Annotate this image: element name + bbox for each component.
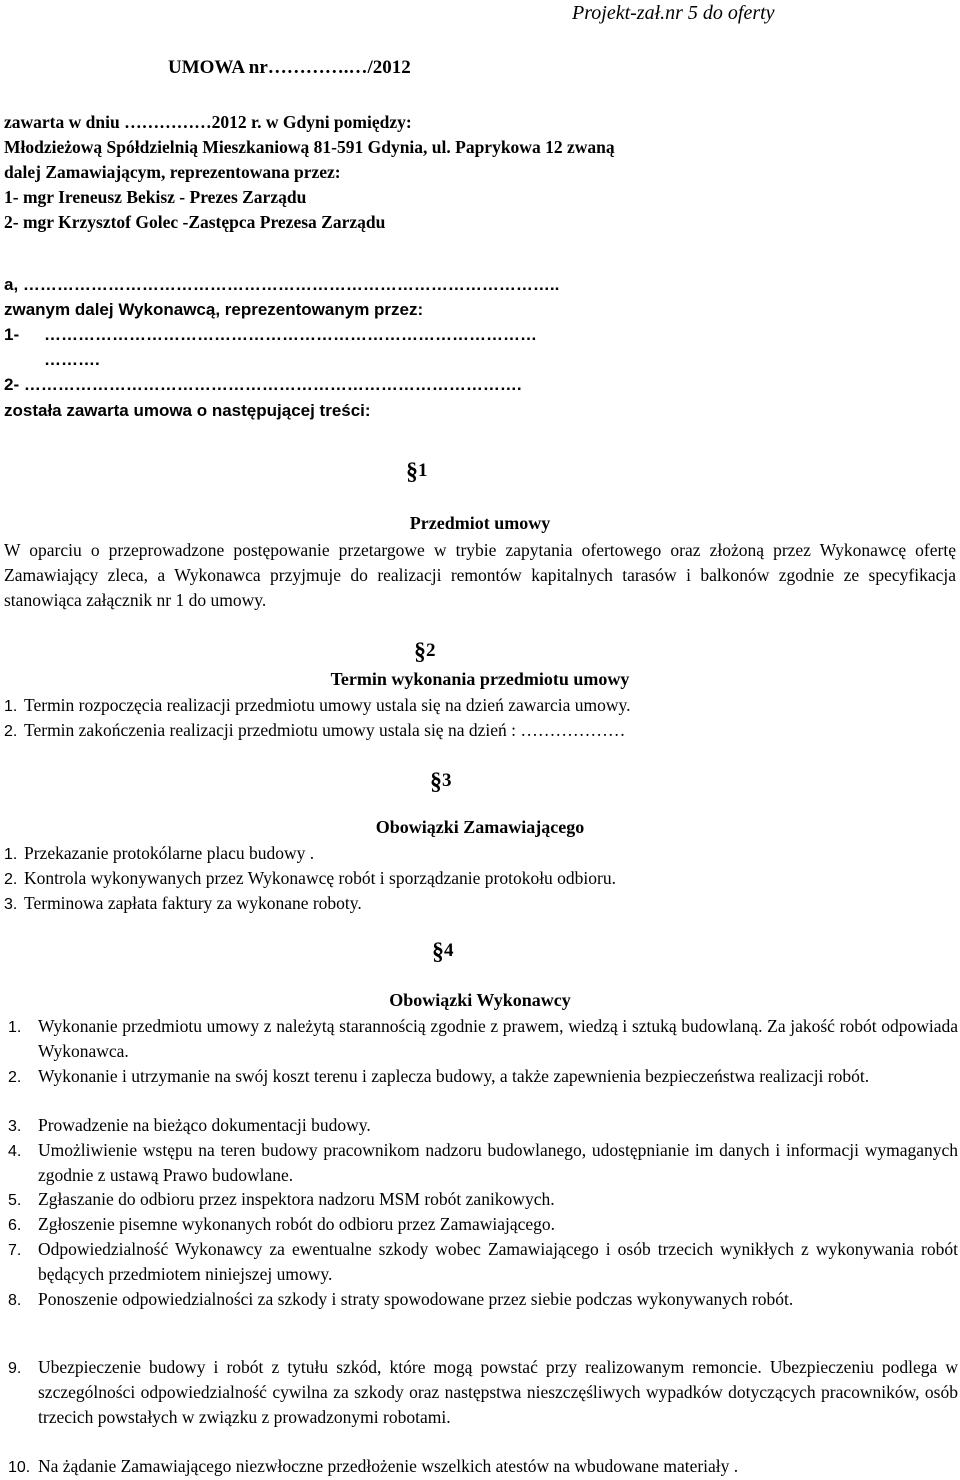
section-1-heading [406, 458, 428, 485]
intro-line-date: zawarta w dniu ……………2012 r. w Gdyni pomiędzy: [4, 112, 412, 132]
list-item [4, 693, 630, 719]
item-text: Wykonanie i utrzymanie na swój koszt terenu i zaplecza budowy, a także zapewnienia bezpieczeństwa realizacji robót. [38, 1066, 870, 1086]
section-3-heading [430, 768, 452, 795]
section-1-paragraph: W oparciu o przeprowadzone postępowanie przetargowe w trybie zapytania ofertowego oraz złożoną przez Wykonawcę ofertę Zamawiający zleca, a Wykonawca przyjmuje do realizacji remontów kapitalnych tarasów i balkonów zgodnie ze specyfikacja stanowiąca załącznik nr 1 do umowy. [4, 540, 956, 610]
item-text: Ubezpieczenie budowy i robót z tytułu szkód, które mogą powstać przy realizowanym remoncie. Ubezpieczeniu podlega w szczególności odpowiedzialność cywilna za szkody oraz następstwa nieszczęśliwych wypadków dotyczących pracowników, osób trzecich powstałych w związku z prowadzonymi robotami. [38, 1357, 958, 1427]
list-item [8, 1454, 958, 1479]
section-sign: § [430, 769, 442, 795]
item-text: Termin rozpoczęcia realizacji przedmiotu umowy ustala się na dzień zawarcia umowy. [24, 695, 631, 715]
section-3-title: Obowiązki Zamawiającego [375, 817, 585, 837]
list-item [8, 1138, 958, 1188]
item-text: Wykonanie przedmiotu umowy z należytą starannością zgodnie z prawem, wiedzą i sztuką budowlaną. Za jakość robót odpowiada Wykonawca. [38, 1016, 958, 1061]
list-item [8, 1237, 958, 1287]
contractor-rep-1-dots: …………………………………………………………………………… [44, 325, 537, 344]
list-item [4, 891, 362, 917]
concluded-line: została zawarta umowa o następującej treści: [4, 401, 371, 420]
item-number: 1. [8, 1019, 22, 1036]
section-number: 3 [442, 770, 452, 791]
contractor-rep-1-cont: ………. [44, 350, 100, 369]
section-sign: § [406, 459, 418, 485]
contractor-name-line: a, ………………………………………………………………………………….. [4, 275, 560, 294]
list-item [8, 1064, 958, 1114]
item-text: Termin zakończenia realizacji przedmiotu umowy ustala się na dzień : ……………… [24, 720, 626, 740]
item-text: Ponoszenie odpowiedzialności za szkody i straty spowodowane przez siebie podczas wykonywanych robót. [38, 1289, 794, 1309]
representative-1: 1- mgr Ireneusz Bekisz - Prezes Zarządu [4, 187, 307, 207]
item-text: Kontrola wykonywanych przez Wykonawcę robót i sporządzanie protokołu odbioru. [24, 868, 616, 888]
item-number: 2. [8, 1069, 22, 1086]
item-text: Na żądanie Zamawiającego niezwłoczne przedłożenie wszelkich atestów na wbudowane materiały . [38, 1456, 739, 1476]
item-number: 4. [8, 1143, 22, 1160]
item-number: 8. [8, 1292, 22, 1309]
section-2-title: Termin wykonania przedmiotu umowy [330, 669, 630, 689]
list-item [8, 1287, 958, 1337]
item-text: Odpowiedzialność Wykonawcy za ewentualne szkody wobec Zamawiającego i osób trzecich wynikłych z wykonywania robót będących przedmiotem niniejszej umowy. [38, 1239, 958, 1284]
contractor-rep-2: 2- ……………………………………………………………………………. [4, 375, 522, 394]
section-1-title: Przedmiot umowy [409, 513, 551, 533]
item-number: 5. [8, 1192, 22, 1209]
section-sign: § [432, 939, 444, 965]
section-2-heading [414, 638, 436, 665]
item-text: Umożliwienie wstępu na teren budowy pracownikom nadzoru budowlanego, udostępnianie im danych i informacji wymaganych zgodnie z ustawą Prawo budowlane. [38, 1140, 958, 1185]
section-number: 1 [418, 460, 428, 481]
item-number: 10. [8, 1459, 31, 1476]
list-item [4, 841, 314, 867]
intro-line-represented: dalej Zamawiającym, reprezentowana przez: [4, 162, 341, 182]
list-item [4, 718, 625, 744]
representative-2: 2- mgr Krzysztof Golec -Zastępca Prezesa Zarządu [4, 212, 386, 232]
item-number: 6. [8, 1217, 22, 1234]
list-item [8, 1014, 958, 1064]
section-4-heading [432, 938, 454, 965]
section-number: 2 [426, 640, 436, 661]
item-number: 1. [4, 698, 18, 715]
list-item [8, 1113, 958, 1138]
list-item [8, 1355, 958, 1455]
item-text: Przekazanie protokólarne placu budowy . [24, 843, 315, 863]
item-number: 1. [4, 846, 18, 863]
item-text: Zgłoszenie pisemne wykonanych robót do odbioru przez Zamawiającego. [38, 1214, 556, 1234]
section-number: 4 [444, 940, 454, 961]
item-number: 2. [4, 871, 18, 888]
item-number: 3. [8, 1118, 22, 1135]
item-number: 7. [8, 1242, 22, 1259]
item-number: 3. [4, 896, 18, 913]
intro-line-party: Młodzieżową Spółdzielnią Mieszkaniową 81-591 Gdynia, ul. Paprykowa 12 zwaną [4, 137, 615, 157]
item-text: Terminowa zapłata faktury za wykonane roboty. [24, 893, 362, 913]
list-item [4, 866, 616, 892]
contractor-represented-line: zwanym dalej Wykonawcą, reprezentowanym przez: [4, 300, 424, 319]
contract-title: UMOWA nr………….…/2012 [168, 57, 411, 78]
item-number: 2. [4, 723, 18, 740]
item-text: Zgłaszanie do odbioru przez inspektora nadzoru MSM robót zanikowych. [38, 1189, 555, 1209]
contractor-rep-1-label: 1- [4, 325, 20, 344]
item-number: 9. [8, 1360, 22, 1377]
project-note: Projekt-zał.nr 5 do oferty [572, 2, 775, 24]
section-4-title: Obowiązki Wykonawcy [389, 990, 571, 1010]
section-sign: § [414, 639, 426, 665]
list-item [8, 1187, 958, 1212]
item-text: Prowadzenie na bieżąco dokumentacji budowy. [38, 1115, 371, 1135]
list-item [8, 1212, 958, 1237]
